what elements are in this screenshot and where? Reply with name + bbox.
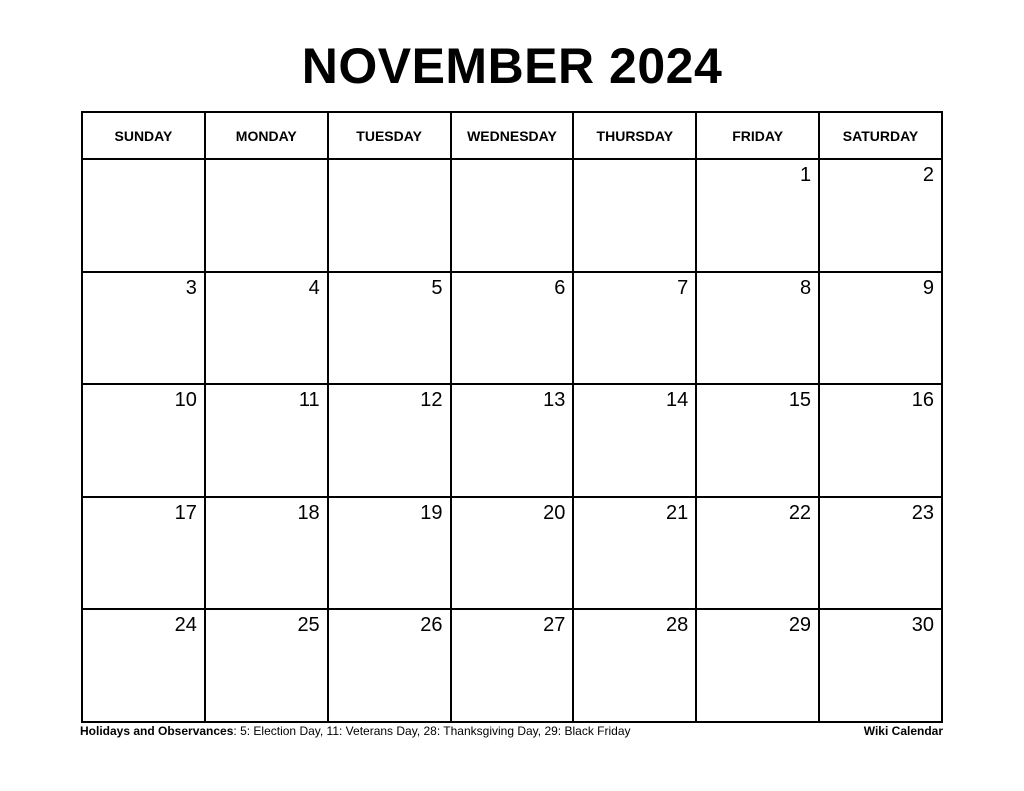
day-number: 1 xyxy=(799,164,812,186)
day-cell xyxy=(328,384,451,497)
day-cell xyxy=(451,609,574,722)
weekday-header-wednesday: WEDNESDAY xyxy=(451,112,574,159)
day-number: 29 xyxy=(788,614,812,637)
weekday-header-friday: FRIDAY xyxy=(696,112,819,159)
weekday-header-tuesday: TUESDAY xyxy=(328,112,451,159)
day-cell xyxy=(451,272,574,385)
day-cell xyxy=(82,272,205,385)
day-number: 23 xyxy=(911,501,934,524)
day-cell xyxy=(451,497,574,610)
week-row xyxy=(82,159,942,272)
day-cell xyxy=(696,384,819,497)
day-number: 11 xyxy=(298,389,320,412)
week-row xyxy=(82,272,942,385)
day-number: 10 xyxy=(174,389,197,412)
day-cell xyxy=(819,609,942,722)
day-cell xyxy=(82,384,205,497)
day-cell xyxy=(205,497,328,610)
day-cell xyxy=(573,384,696,497)
day-cell xyxy=(696,609,819,722)
day-number: 22 xyxy=(788,501,812,524)
day-cell xyxy=(451,384,574,497)
day-cell xyxy=(205,384,328,497)
day-number: 17 xyxy=(174,501,197,524)
day-number xyxy=(329,160,450,164)
day-number xyxy=(206,160,327,164)
weekday-header-thursday: THURSDAY xyxy=(573,112,696,159)
day-cell xyxy=(82,609,205,722)
weekday-header-saturday: SATURDAY xyxy=(819,112,942,159)
calendar-grid xyxy=(81,111,943,723)
holidays-note xyxy=(80,724,631,738)
day-number: 3 xyxy=(185,276,197,299)
day-cell xyxy=(205,159,328,272)
day-cell xyxy=(696,497,819,610)
day-number: 7 xyxy=(677,276,689,299)
day-number xyxy=(83,160,204,164)
day-number: 6 xyxy=(554,276,566,299)
day-number xyxy=(574,160,695,164)
day-number: 4 xyxy=(308,276,320,299)
day-number: 27 xyxy=(543,614,566,637)
day-cell xyxy=(819,384,942,497)
day-cell xyxy=(573,609,696,722)
day-cell xyxy=(819,272,942,385)
day-number: 20 xyxy=(543,501,566,524)
day-cell xyxy=(82,497,205,610)
day-cell xyxy=(328,497,451,610)
day-cell xyxy=(819,497,942,610)
day-cell xyxy=(451,159,574,272)
holidays-list: : 5: Election Day, 11: Veterans Day, 28: Thanksgiving Day, 29: Black Friday xyxy=(233,724,631,738)
day-cell xyxy=(696,159,819,272)
day-number: 16 xyxy=(911,389,934,412)
day-number: 13 xyxy=(543,389,566,412)
day-cell xyxy=(573,497,696,610)
day-cell xyxy=(82,159,205,272)
holidays-label: Holidays and Observances xyxy=(80,724,234,738)
day-number: 14 xyxy=(665,389,689,412)
day-number: 21 xyxy=(665,501,689,524)
day-number: 15 xyxy=(788,389,812,412)
day-cell xyxy=(205,272,328,385)
weekday-header-row xyxy=(82,112,942,159)
day-number: 26 xyxy=(420,614,443,637)
day-number: 2 xyxy=(922,164,934,186)
day-cell xyxy=(328,609,451,722)
day-cell xyxy=(696,272,819,385)
brand-name: Wiki Calendar xyxy=(863,724,943,738)
week-row xyxy=(82,497,942,610)
weekday-header-sunday: SUNDAY xyxy=(82,112,205,159)
day-cell xyxy=(573,272,696,385)
day-number: 12 xyxy=(420,389,443,412)
day-number: 30 xyxy=(911,614,934,637)
day-number: 9 xyxy=(922,276,934,299)
day-cell xyxy=(328,159,451,272)
weekday-header-monday: MONDAY xyxy=(205,112,328,159)
day-number: 18 xyxy=(297,501,320,524)
day-cell xyxy=(205,609,328,722)
day-number: 8 xyxy=(799,276,812,299)
week-row xyxy=(82,384,942,497)
day-number: 25 xyxy=(297,614,320,637)
day-number xyxy=(452,160,573,164)
day-cell xyxy=(328,272,451,385)
day-number: 28 xyxy=(665,614,689,637)
day-cell xyxy=(573,159,696,272)
week-row xyxy=(82,609,942,722)
calendar-title: NOVEMBER 2024 xyxy=(301,38,723,94)
day-number: 5 xyxy=(431,276,443,299)
day-number: 19 xyxy=(420,501,443,524)
day-cell xyxy=(819,159,942,272)
day-number: 24 xyxy=(174,614,197,637)
